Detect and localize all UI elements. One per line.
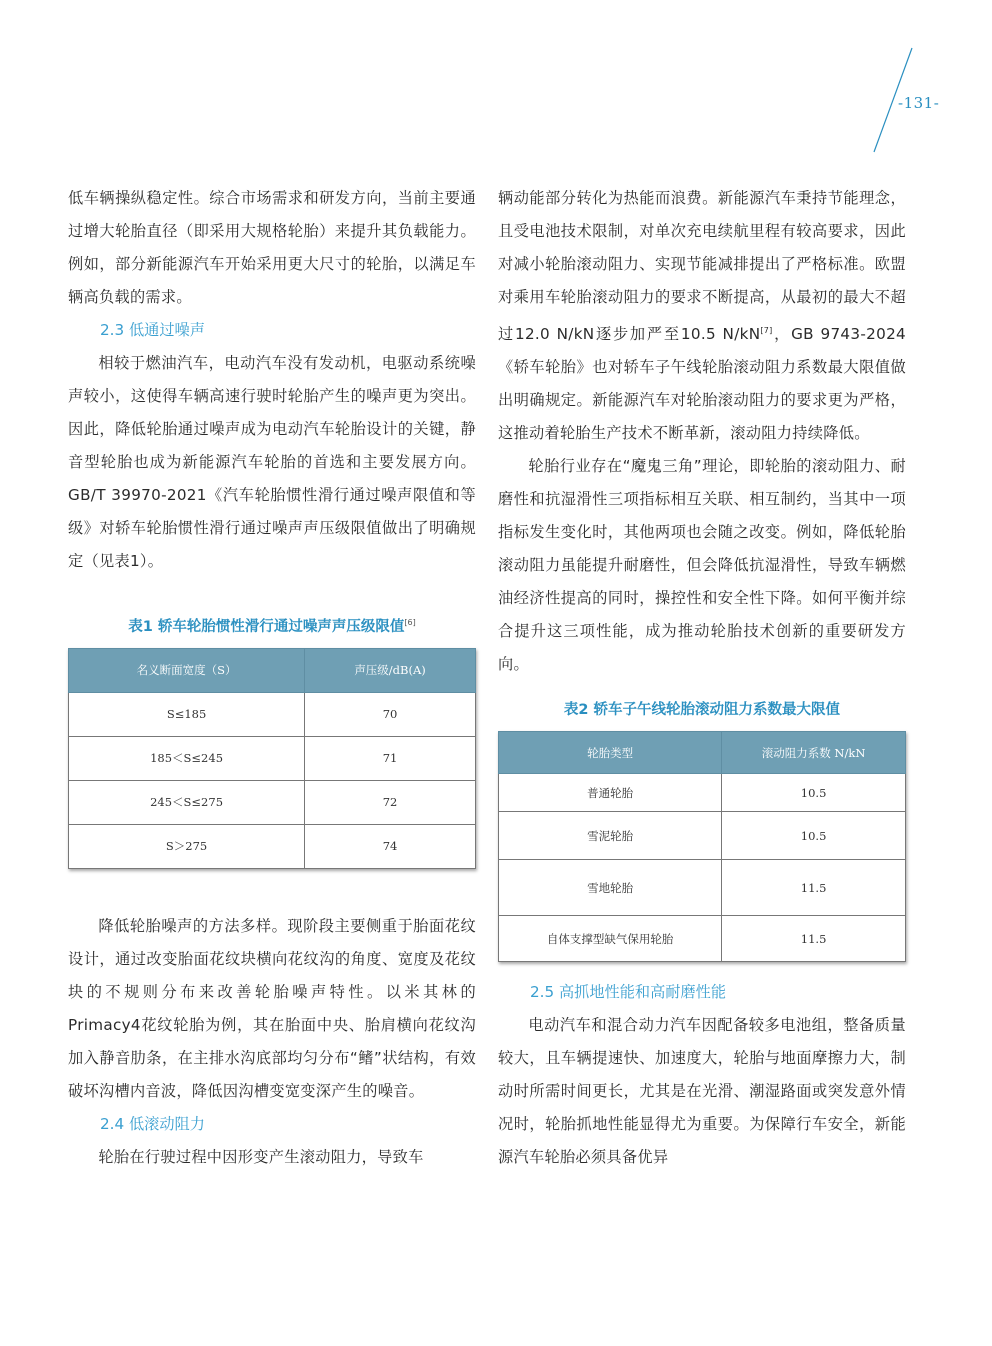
right-paragraph-1-text-a: 辆动能部分转化为热能而浪费。新能源汽车秉持节能理念，且受电池技术限制，对单次充电续航里程有较高要求，因此对减小轮胎滚动阻力、实现节能减排提出了严格标准。欧盟对乘用车轮胎滚动阻力的要求不断提高，从最初的最大不超过12.0 N/kN逐步加严至10.5 N/kN xyxy=(498,189,906,344)
table-cell: S＞275 xyxy=(69,824,305,868)
table-cell: 雪地轮胎 xyxy=(499,860,722,916)
table-row xyxy=(499,916,906,962)
table-row xyxy=(499,860,906,916)
table-cell: 自体支撑型缺气保用轮胎 xyxy=(499,916,722,962)
table-2-caption: 表2 轿车子午线轮胎滚动阻力系数最大限值 xyxy=(563,702,841,719)
table-2 xyxy=(498,731,906,962)
table-1-header-row xyxy=(69,648,476,692)
table-row xyxy=(69,692,476,736)
citation-7: [7] xyxy=(760,326,773,335)
left-paragraph-2: 相较于燃油汽车，电动汽车没有发动机，电驱动系统噪声较小，这使得车辆高速行驶时轮胎产生的噪声更为突出。因此，降低轮胎通过噪声成为电动汽车轮胎设计的关键，静音型轮胎也成为新能源汽车轮胎的首选和主要发展方向。GB/T 39970-2021《汽车轮胎惯性滑行通过噪声限值和等级》对轿车轮胎惯性滑行通过噪声声压级限值做出了明确规定（见表1）。 xyxy=(68,354,476,570)
right-column xyxy=(498,182,906,1174)
table-row xyxy=(69,824,476,868)
table-row xyxy=(69,780,476,824)
left-paragraph-1: 低车辆操纵稳定性。综合市场需求和研发方向，当前主要通过增大轮胎直径（即采用大规格轮胎）来提升其负载能力。例如，部分新能源汽车开始采用更大尺寸的轮胎，以满足车辆高负载的需求。 xyxy=(68,189,476,306)
table-cell: 245＜S≤275 xyxy=(69,780,305,824)
table-row xyxy=(499,774,906,812)
page-number: -131- xyxy=(898,94,940,112)
table-cell: 普通轮胎 xyxy=(499,774,722,812)
section-heading-2-4: 2.4 低滚动阻力 xyxy=(100,1114,205,1133)
table-cell: 70 xyxy=(305,692,476,736)
right-paragraph-1-text-b: ，GB 9743-2024《轿车轮胎》也对轿车子午线轮胎滚动阻力系数最大限值做出明确规定。新能源汽车对轮胎滚动阻力的要求更为严格，这推动着轮胎生产技术不断革新，滚动阻力持续降低。 xyxy=(498,325,906,443)
table-1-caption xyxy=(68,612,476,638)
table-2-header-type: 轮胎类型 xyxy=(499,732,722,774)
table-1 xyxy=(68,648,476,869)
table-cell: 10.5 xyxy=(722,774,906,812)
table-1-header-width: 名义断面宽度（S） xyxy=(69,648,305,692)
table-cell: 11.5 xyxy=(722,916,906,962)
table-row xyxy=(499,812,906,860)
table-cell: 71 xyxy=(305,736,476,780)
section-heading-2-3: 2.3 低通过噪声 xyxy=(100,321,205,339)
left-paragraph-4: 轮胎在行驶过程中因形变产生滚动阻力，导致车 xyxy=(98,1147,424,1166)
table-cell: 185＜S≤245 xyxy=(69,736,305,780)
table-2-header-row xyxy=(499,732,906,774)
table-1-ref: [6] xyxy=(404,618,416,627)
right-paragraph-2: 轮胎行业存在“魔鬼三角”理论，即轮胎的滚动阻力、耐磨性和抗湿滑性三项指标相互关联、相互制约，当其中一项指标发生变化时，其他两项也会随之改变。例如，降低轮胎滚动阻力虽能提升耐磨性，但会降低抗湿滑性，导致车辆燃油经济性提高的同时，操控性和安全性下降。如何平衡并综合提升这三项性能，成为推动轮胎技术创新的重要研发方向。 xyxy=(498,457,906,674)
section-heading-2-5: 2.5 高抓地性能和高耐磨性能 xyxy=(530,983,727,1002)
table-cell: 雪泥轮胎 xyxy=(499,812,722,860)
right-paragraph-3: 电动汽车和混合动力汽车因配备较多电池组，整备质量较大，且车辆提速快、加速度大，轮胎与地面摩擦力大，制动时所需时间更长，尤其是在光滑、潮湿路面或突发意外情况时，轮胎抓地性能显得尤为重要。为保障行车安全，新能源汽车轮胎必须具备优异 xyxy=(498,1016,906,1167)
table-cell: S≤185 xyxy=(69,692,305,736)
left-paragraph-3: 降低轮胎噪声的方法多样。现阶段主要侧重于胎面花纹设计，通过改变胎面花纹块横向花纹沟的角度、宽度及花纹块的不规则分布来改善轮胎噪声特性。以米其林的Primacy4花纹轮胎为例，其在胎面中央、胎肩横向花纹沟加入静音肋条，在主排水沟底部均匀分布“鳍”状结构，有效破坏沟槽内音波，降低因沟槽变宽变深产生的噪音。 xyxy=(68,916,476,1100)
table-2-header-coef: 滚动阻力系数 N/kN xyxy=(722,732,906,774)
table-cell: 10.5 xyxy=(722,812,906,860)
right-paragraph-1 xyxy=(498,182,906,450)
table-cell: 11.5 xyxy=(722,860,906,916)
table-1-header-spl: 声压级/dB(A) xyxy=(305,648,476,692)
table-row xyxy=(69,736,476,780)
table-cell: 74 xyxy=(305,824,476,868)
left-column xyxy=(68,182,476,1174)
table-cell: 72 xyxy=(305,780,476,824)
table-1-caption-text: 表1 轿车轮胎惯性滑行通过噪声声压级限值 xyxy=(128,618,405,635)
